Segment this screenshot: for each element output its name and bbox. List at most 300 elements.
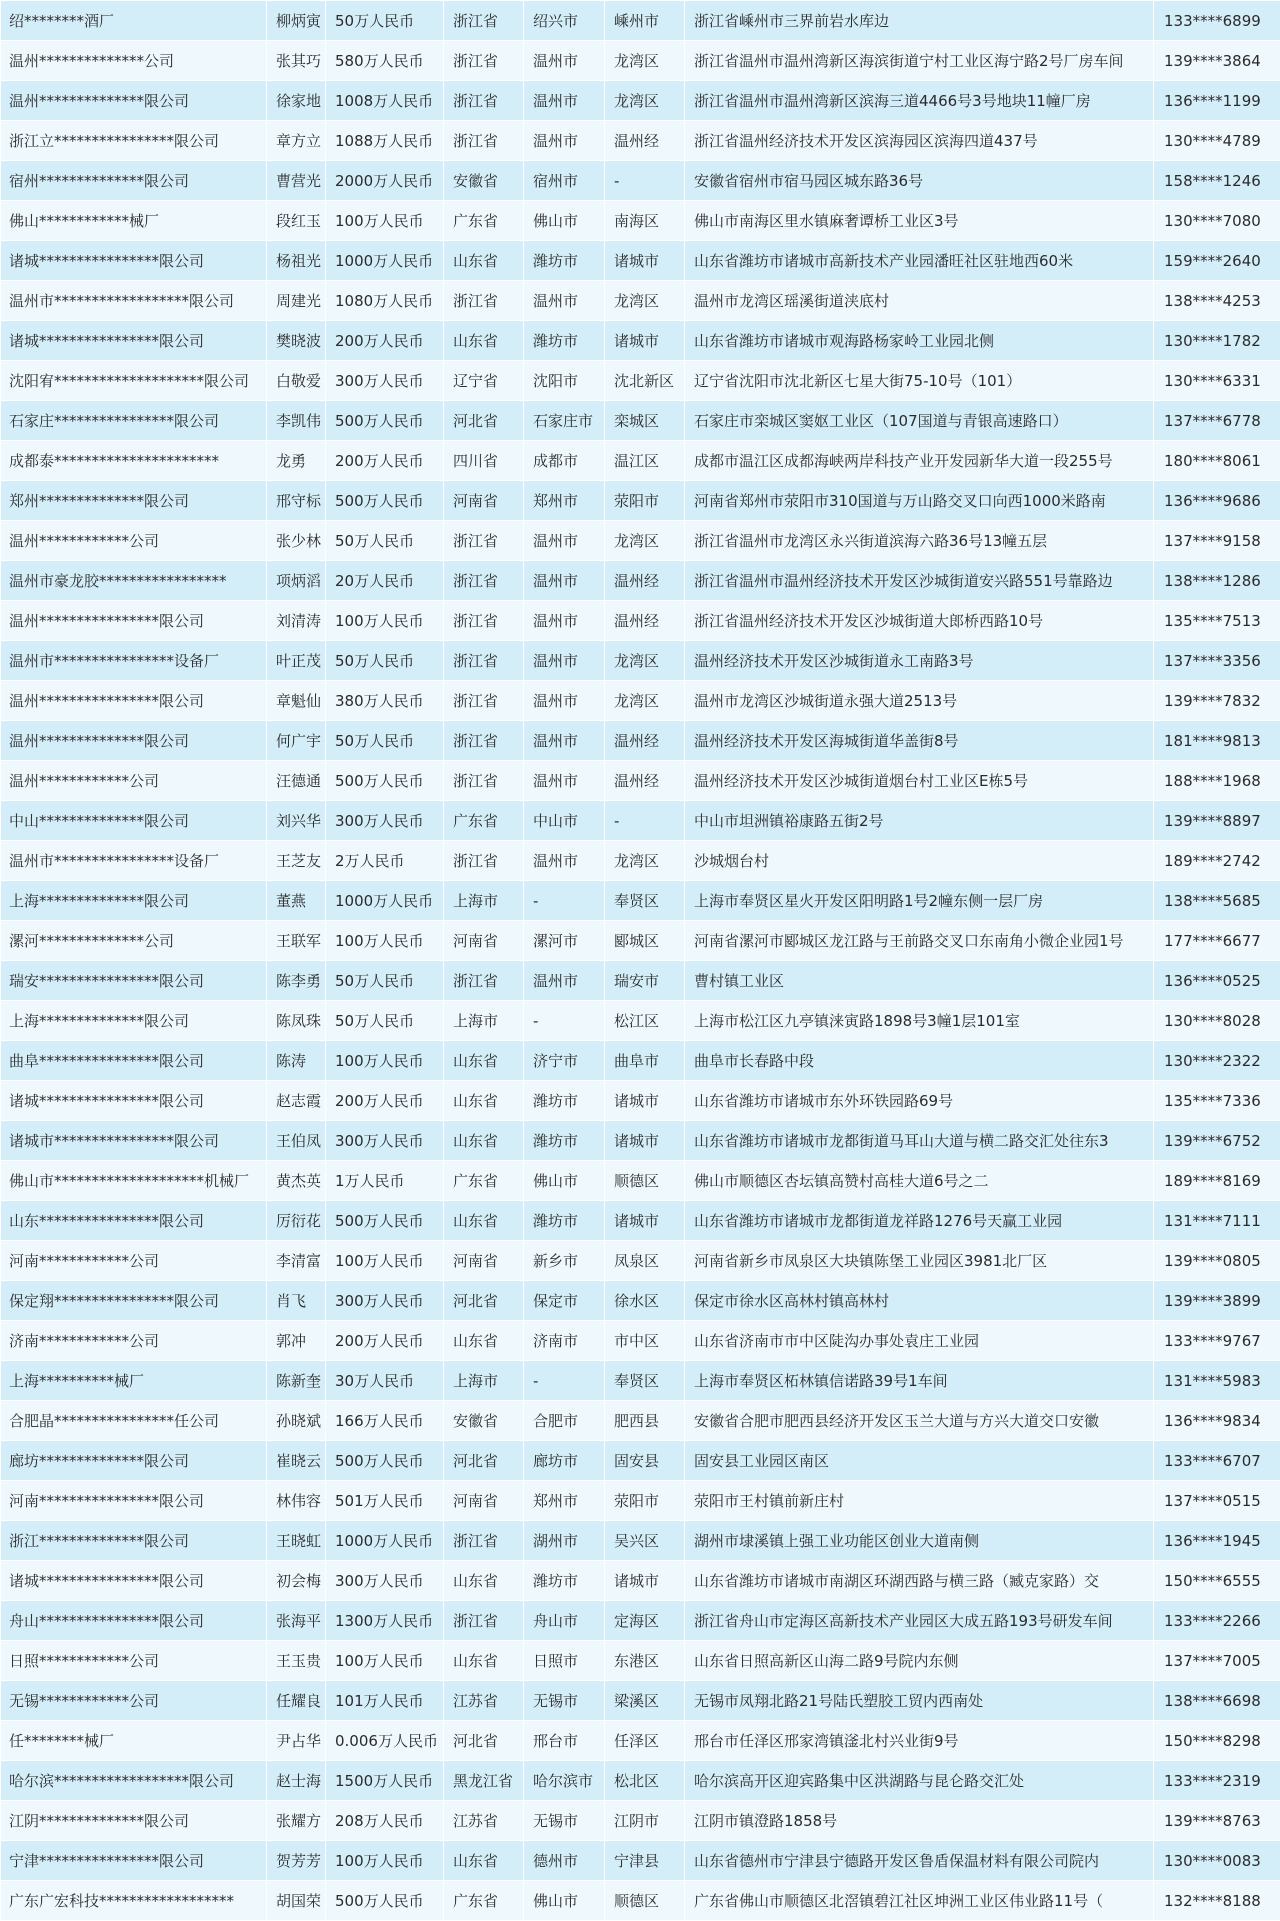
person-cell: 何广宇 — [267, 721, 326, 761]
person-cell: 汪德通 — [267, 761, 326, 801]
person-cell: 曹营光 — [267, 161, 326, 201]
table-row — [1, 1441, 1280, 1481]
table-row — [1, 1361, 1280, 1401]
province-cell: 浙江省 — [444, 961, 524, 1001]
capital-cell: 500万人民币 — [326, 401, 444, 441]
district-cell: 诸城市 — [605, 1121, 685, 1161]
province-cell: 山东省 — [444, 1121, 524, 1161]
city-cell: 潍坊市 — [524, 1201, 605, 1241]
table-row — [1, 521, 1280, 561]
company-cell: 合肥晶****************任公司 — [1, 1401, 267, 1441]
capital-cell: 50万人民币 — [326, 721, 444, 761]
phone-cell: 133****6707 — [1154, 1441, 1280, 1481]
company-cell: 诸城****************限公司 — [1, 1561, 267, 1601]
address-cell: 山东省潍坊市诸城市观海路杨家岭工业园北侧 — [685, 321, 1154, 361]
table-row — [1, 321, 1280, 361]
district-cell: 栾城区 — [605, 401, 685, 441]
capital-cell: 1000万人民币 — [326, 1521, 444, 1561]
district-cell: 东港区 — [605, 1641, 685, 1681]
company-cell: 温州市****************设备厂 — [1, 641, 267, 681]
province-cell: 上海市 — [444, 881, 524, 921]
company-cell: 河南****************限公司 — [1, 1481, 267, 1521]
address-cell: 曲阜市长春路中段 — [685, 1041, 1154, 1081]
table-row — [1, 1841, 1280, 1881]
phone-cell: 139****6752 — [1154, 1121, 1280, 1161]
district-cell: 宁津县 — [605, 1841, 685, 1881]
table-row — [1, 1721, 1280, 1761]
province-cell: 山东省 — [444, 241, 524, 281]
address-cell: 河南省漯河市郾城区龙江路与王前路交叉口东南角小微企业园1号 — [685, 921, 1154, 961]
phone-cell: 137****0515 — [1154, 1481, 1280, 1521]
company-cell: 诸城****************限公司 — [1, 321, 267, 361]
phone-cell: 139****8763 — [1154, 1801, 1280, 1841]
phone-cell: 189****8169 — [1154, 1161, 1280, 1201]
province-cell: 山东省 — [444, 1081, 524, 1121]
company-cell: 江阴**************限公司 — [1, 1801, 267, 1841]
table-row — [1, 1521, 1280, 1561]
person-cell: 王伯凤 — [267, 1121, 326, 1161]
address-cell: 浙江省舟山市定海区高新技术产业园区大成五路193号研发车间 — [685, 1601, 1154, 1641]
district-cell: 嵊州市 — [605, 1, 685, 41]
table-row — [1, 561, 1280, 601]
table-row — [1, 681, 1280, 721]
company-cell: 保定翔****************限公司 — [1, 1281, 267, 1321]
capital-cell: 166万人民币 — [326, 1401, 444, 1441]
district-cell: 诸城市 — [605, 321, 685, 361]
capital-cell: 500万人民币 — [326, 481, 444, 521]
company-cell: 浙江立****************限公司 — [1, 121, 267, 161]
company-cell: 广东广宏科技****************** — [1, 1881, 267, 1921]
phone-cell: 136****9834 — [1154, 1401, 1280, 1441]
city-cell: 无锡市 — [524, 1801, 605, 1841]
table-row — [1, 1641, 1280, 1681]
province-cell: 浙江省 — [444, 41, 524, 81]
company-cell: 温州************公司 — [1, 761, 267, 801]
table-row — [1, 601, 1280, 641]
table-row — [1, 1001, 1280, 1041]
table-row — [1, 721, 1280, 761]
phone-cell: 181****9813 — [1154, 721, 1280, 761]
province-cell: 河南省 — [444, 1241, 524, 1281]
person-cell: 章方立 — [267, 121, 326, 161]
company-cell: 宿州**************限公司 — [1, 161, 267, 201]
phone-cell: 135****7336 — [1154, 1081, 1280, 1121]
province-cell: 四川省 — [444, 441, 524, 481]
company-cell: 诸城市****************限公司 — [1, 1121, 267, 1161]
table-row — [1, 1801, 1280, 1841]
phone-cell: 130****8028 — [1154, 1001, 1280, 1041]
company-cell: 绍********酒厂 — [1, 1, 267, 41]
phone-cell: 133****2266 — [1154, 1601, 1280, 1641]
address-cell: 上海市松江区九亭镇涞寅路1898号3幢1层101室 — [685, 1001, 1154, 1041]
phone-cell: 177****6677 — [1154, 921, 1280, 961]
province-cell: 浙江省 — [444, 121, 524, 161]
phone-cell: 150****8298 — [1154, 1721, 1280, 1761]
phone-cell: 137****6778 — [1154, 401, 1280, 441]
city-cell: 温州市 — [524, 41, 605, 81]
city-cell: 温州市 — [524, 721, 605, 761]
table-row — [1, 1401, 1280, 1441]
person-cell: 周建光 — [267, 281, 326, 321]
address-cell: 山东省潍坊市诸城市龙都街道龙祥路1276号天赢工业园 — [685, 1201, 1154, 1241]
phone-cell: 133****9767 — [1154, 1321, 1280, 1361]
phone-cell: 139****3864 — [1154, 41, 1280, 81]
capital-cell: 500万人民币 — [326, 761, 444, 801]
phone-cell: 136****1199 — [1154, 81, 1280, 121]
table-row — [1, 801, 1280, 841]
capital-cell: 2万人民币 — [326, 841, 444, 881]
district-cell: 瑞安市 — [605, 961, 685, 1001]
person-cell: 李清富 — [267, 1241, 326, 1281]
capital-cell: 501万人民币 — [326, 1481, 444, 1521]
district-cell: 温州经 — [605, 761, 685, 801]
person-cell: 邢守标 — [267, 481, 326, 521]
phone-cell: 138****1286 — [1154, 561, 1280, 601]
table-row — [1, 161, 1280, 201]
person-cell: 郭冲 — [267, 1321, 326, 1361]
address-cell: 浙江省温州市温州湾新区滨海三道4466号3号地块11幢厂房 — [685, 81, 1154, 121]
city-cell: 潍坊市 — [524, 241, 605, 281]
capital-cell: 101万人民币 — [326, 1681, 444, 1721]
district-cell: 诸城市 — [605, 1081, 685, 1121]
person-cell: 王晓虹 — [267, 1521, 326, 1561]
address-cell: 河南省新乡市凤泉区大块镇陈堡工业园区3981北厂区 — [685, 1241, 1154, 1281]
phone-cell: 136****9686 — [1154, 481, 1280, 521]
phone-cell: 158****1246 — [1154, 161, 1280, 201]
city-cell: 温州市 — [524, 961, 605, 1001]
capital-cell: 580万人民币 — [326, 41, 444, 81]
company-cell: 舟山****************限公司 — [1, 1601, 267, 1641]
phone-cell: 132****8188 — [1154, 1881, 1280, 1921]
province-cell: 山东省 — [444, 1201, 524, 1241]
table-row — [1, 1561, 1280, 1601]
capital-cell: 100万人民币 — [326, 921, 444, 961]
phone-cell: 139****8897 — [1154, 801, 1280, 841]
company-cell: 上海**********械厂 — [1, 1361, 267, 1401]
city-cell: 潍坊市 — [524, 1081, 605, 1121]
province-cell: 浙江省 — [444, 561, 524, 601]
person-cell: 陈涛 — [267, 1041, 326, 1081]
address-cell: 佛山市顺德区杏坛镇高赞村高桂大道6号之二 — [685, 1161, 1154, 1201]
table-row — [1, 921, 1280, 961]
table-row — [1, 881, 1280, 921]
table-row — [1, 841, 1280, 881]
company-cell: 温州**************限公司 — [1, 721, 267, 761]
city-cell: 郑州市 — [524, 1481, 605, 1521]
province-cell: 浙江省 — [444, 841, 524, 881]
company-cell: 佛山************械厂 — [1, 201, 267, 241]
province-cell: 河北省 — [444, 1721, 524, 1761]
province-cell: 安徽省 — [444, 1401, 524, 1441]
district-cell: 龙湾区 — [605, 521, 685, 561]
table-row — [1, 201, 1280, 241]
city-cell: 济宁市 — [524, 1041, 605, 1081]
person-cell: 肖飞 — [267, 1281, 326, 1321]
table-row — [1, 241, 1280, 281]
table-row — [1, 1201, 1280, 1241]
address-cell: 山东省德州市宁津县宁德路开发区鲁盾保温材料有限公司院内 — [685, 1841, 1154, 1881]
capital-cell: 500万人民币 — [326, 1441, 444, 1481]
district-cell: 凤泉区 — [605, 1241, 685, 1281]
capital-cell: 300万人民币 — [326, 1121, 444, 1161]
person-cell: 董燕 — [267, 881, 326, 921]
phone-cell: 130****1782 — [1154, 321, 1280, 361]
province-cell: 浙江省 — [444, 1, 524, 41]
province-cell: 上海市 — [444, 1361, 524, 1401]
phone-cell: 138****4253 — [1154, 281, 1280, 321]
table-row — [1, 1121, 1280, 1161]
city-cell: 温州市 — [524, 761, 605, 801]
address-cell: 浙江省嵊州市三界前岩水库边 — [685, 1, 1154, 41]
district-cell: 龙湾区 — [605, 681, 685, 721]
person-cell: 白敬爱 — [267, 361, 326, 401]
district-cell: 龙湾区 — [605, 41, 685, 81]
city-cell: 郑州市 — [524, 481, 605, 521]
address-cell: 保定市徐水区高林村镇高林村 — [685, 1281, 1154, 1321]
person-cell: 胡国荣 — [267, 1881, 326, 1921]
company-cell: 廊坊**************限公司 — [1, 1441, 267, 1481]
capital-cell: 0.006万人民币 — [326, 1721, 444, 1761]
company-cell: 温州**************限公司 — [1, 81, 267, 121]
city-cell: 温州市 — [524, 681, 605, 721]
city-cell: 温州市 — [524, 841, 605, 881]
company-cell: 温州市豪龙胶***************** — [1, 561, 267, 601]
province-cell: 河南省 — [444, 481, 524, 521]
province-cell: 江苏省 — [444, 1801, 524, 1841]
city-cell: 佛山市 — [524, 1161, 605, 1201]
address-cell: 湖州市埭溪镇上强工业功能区创业大道南侧 — [685, 1521, 1154, 1561]
city-cell: 宿州市 — [524, 161, 605, 201]
city-cell: 温州市 — [524, 561, 605, 601]
person-cell: 张耀方 — [267, 1801, 326, 1841]
district-cell: 温州经 — [605, 121, 685, 161]
company-cell: 无锡************公司 — [1, 1681, 267, 1721]
city-cell: 潍坊市 — [524, 1561, 605, 1601]
province-cell: 山东省 — [444, 1841, 524, 1881]
table-row — [1, 1081, 1280, 1121]
district-cell: 南海区 — [605, 201, 685, 241]
capital-cell: 100万人民币 — [326, 1041, 444, 1081]
city-cell: 济南市 — [524, 1321, 605, 1361]
district-cell: 荥阳市 — [605, 1481, 685, 1521]
table-row — [1, 1481, 1280, 1521]
district-cell: 肥西县 — [605, 1401, 685, 1441]
address-cell: 浙江省温州市龙湾区永兴街道滨海六路36号13幢五层 — [685, 521, 1154, 561]
company-cell: 郑州**************限公司 — [1, 481, 267, 521]
capital-cell: 20万人民币 — [326, 561, 444, 601]
address-cell: 无锡市凤翔北路21号陆氏塑胶工贸内西南处 — [685, 1681, 1154, 1721]
company-cell: 诸城****************限公司 — [1, 241, 267, 281]
city-cell: 石家庄市 — [524, 401, 605, 441]
district-cell: 定海区 — [605, 1601, 685, 1641]
table-row — [1, 361, 1280, 401]
table-row — [1, 1041, 1280, 1081]
province-cell: 江苏省 — [444, 1681, 524, 1721]
company-cell: 佛山市********************机械厂 — [1, 1161, 267, 1201]
district-cell: 龙湾区 — [605, 81, 685, 121]
city-cell: 邢台市 — [524, 1721, 605, 1761]
address-cell: 成都市温江区成都海峡两岸科技产业开发园新华大道一段255号 — [685, 441, 1154, 481]
company-cell: 温州市****************设备厂 — [1, 841, 267, 881]
city-cell: 无锡市 — [524, 1681, 605, 1721]
person-cell: 陈李勇 — [267, 961, 326, 1001]
table-row — [1, 961, 1280, 1001]
phone-cell: 138****6698 — [1154, 1681, 1280, 1721]
province-cell: 浙江省 — [444, 1601, 524, 1641]
table-row — [1, 121, 1280, 161]
capital-cell: 100万人民币 — [326, 1641, 444, 1681]
district-cell: - — [605, 801, 685, 841]
address-cell: 安徽省合肥市肥西县经济开发区玉兰大道与方兴大道交口安徽 — [685, 1401, 1154, 1441]
city-cell: 佛山市 — [524, 201, 605, 241]
capital-cell: 200万人民币 — [326, 1081, 444, 1121]
address-cell: 温州经济技术开发区海城街道华盖街8号 — [685, 721, 1154, 761]
address-cell: 上海市奉贤区星火开发区阳明路1号2幢东侧一层厂房 — [685, 881, 1154, 921]
city-cell: 温州市 — [524, 281, 605, 321]
city-cell: - — [524, 1361, 605, 1401]
person-cell: 刘清涛 — [267, 601, 326, 641]
phone-cell: 188****1968 — [1154, 761, 1280, 801]
table-body — [1, 1, 1280, 1921]
province-cell: 黑龙江省 — [444, 1761, 524, 1801]
capital-cell: 1080万人民币 — [326, 281, 444, 321]
capital-cell: 1000万人民币 — [326, 241, 444, 281]
person-cell: 王玉贵 — [267, 1641, 326, 1681]
province-cell: 浙江省 — [444, 81, 524, 121]
province-cell: 浙江省 — [444, 281, 524, 321]
city-cell: 保定市 — [524, 1281, 605, 1321]
table-row — [1, 1241, 1280, 1281]
company-cell: 宁津****************限公司 — [1, 1841, 267, 1881]
province-cell: 山东省 — [444, 1321, 524, 1361]
district-cell: 松北区 — [605, 1761, 685, 1801]
capital-cell: 50万人民币 — [326, 521, 444, 561]
district-cell: 龙湾区 — [605, 281, 685, 321]
person-cell: 叶正茂 — [267, 641, 326, 681]
province-cell: 浙江省 — [444, 521, 524, 561]
company-cell: 哈尔滨******************限公司 — [1, 1761, 267, 1801]
person-cell: 林伟容 — [267, 1481, 326, 1521]
address-cell: 山东省潍坊市诸城市龙都街道马耳山大道与横二路交汇处往东3 — [685, 1121, 1154, 1161]
company-cell: 温州************公司 — [1, 521, 267, 561]
phone-cell: 137****9158 — [1154, 521, 1280, 561]
person-cell: 王联军 — [267, 921, 326, 961]
address-cell: 石家庄市栾城区窦妪工业区（107国道与青银高速路口） — [685, 401, 1154, 441]
table-row — [1, 1, 1280, 41]
city-cell: 温州市 — [524, 81, 605, 121]
address-cell: 温州市龙湾区沙城街道永强大道2513号 — [685, 681, 1154, 721]
person-cell: 项炳滔 — [267, 561, 326, 601]
phone-cell: 130****7080 — [1154, 201, 1280, 241]
person-cell: 孙晓斌 — [267, 1401, 326, 1441]
district-cell: 温江区 — [605, 441, 685, 481]
table-row — [1, 481, 1280, 521]
city-cell: 舟山市 — [524, 1601, 605, 1641]
table-row — [1, 1321, 1280, 1361]
district-cell: 任泽区 — [605, 1721, 685, 1761]
address-cell: 安徽省宿州市宿马园区城东路36号 — [685, 161, 1154, 201]
city-cell: 佛山市 — [524, 1881, 605, 1921]
table-row — [1, 401, 1280, 441]
district-cell: 曲阜市 — [605, 1041, 685, 1081]
capital-cell: 1008万人民币 — [326, 81, 444, 121]
capital-cell: 50万人民币 — [326, 1001, 444, 1041]
address-cell: 曹村镇工业区 — [685, 961, 1154, 1001]
table-row — [1, 1881, 1280, 1921]
address-cell: 固安县工业园区南区 — [685, 1441, 1154, 1481]
capital-cell: 208万人民币 — [326, 1801, 444, 1841]
company-cell: 成都泰********************** — [1, 441, 267, 481]
province-cell: 浙江省 — [444, 681, 524, 721]
person-cell: 厉衍花 — [267, 1201, 326, 1241]
person-cell: 赵志霞 — [267, 1081, 326, 1121]
city-cell: 哈尔滨市 — [524, 1761, 605, 1801]
person-cell: 尹占华 — [267, 1721, 326, 1761]
district-cell: 吴兴区 — [605, 1521, 685, 1561]
capital-cell: 300万人民币 — [326, 801, 444, 841]
person-cell: 任耀良 — [267, 1681, 326, 1721]
district-cell: 奉贤区 — [605, 1361, 685, 1401]
address-cell: 山东省济南市市中区陡沟办事处袁庄工业园 — [685, 1321, 1154, 1361]
province-cell: 河北省 — [444, 1281, 524, 1321]
phone-cell: 150****6555 — [1154, 1561, 1280, 1601]
district-cell: 松江区 — [605, 1001, 685, 1041]
phone-cell: 180****8061 — [1154, 441, 1280, 481]
address-cell: 浙江省温州市温州经济技术开发区沙城街道安兴路551号靠路边 — [685, 561, 1154, 601]
city-cell: 温州市 — [524, 521, 605, 561]
address-cell: 广东省佛山市顺德区北滘镇碧江社区坤洲工业区伟业路11号（ — [685, 1881, 1154, 1921]
person-cell: 刘兴华 — [267, 801, 326, 841]
company-cell: 诸城****************限公司 — [1, 1081, 267, 1121]
district-cell: - — [605, 161, 685, 201]
address-cell: 山东省日照高新区山海二路9号院内东侧 — [685, 1641, 1154, 1681]
person-cell: 崔晓云 — [267, 1441, 326, 1481]
province-cell: 河北省 — [444, 1441, 524, 1481]
phone-cell: 139****7832 — [1154, 681, 1280, 721]
capital-cell: 50万人民币 — [326, 1, 444, 41]
person-cell: 杨祖光 — [267, 241, 326, 281]
table-row — [1, 761, 1280, 801]
person-cell: 陈新奎 — [267, 1361, 326, 1401]
district-cell: 固安县 — [605, 1441, 685, 1481]
city-cell: 潍坊市 — [524, 1121, 605, 1161]
person-cell: 龙勇 — [267, 441, 326, 481]
address-cell: 中山市坦洲镇裕康路五街2号 — [685, 801, 1154, 841]
province-cell: 山东省 — [444, 1561, 524, 1601]
phone-cell: 139****0805 — [1154, 1241, 1280, 1281]
company-cell: 石家庄****************限公司 — [1, 401, 267, 441]
capital-cell: 1万人民币 — [326, 1161, 444, 1201]
district-cell: 市中区 — [605, 1321, 685, 1361]
address-cell: 山东省潍坊市诸城市高新技术产业园潘旺社区驻地西60米 — [685, 241, 1154, 281]
address-cell: 河南省郑州市荥阳市310国道与万山路交叉口向西1000米路南 — [685, 481, 1154, 521]
company-cell: 沈阳宥********************限公司 — [1, 361, 267, 401]
city-cell: 新乡市 — [524, 1241, 605, 1281]
capital-cell: 100万人民币 — [326, 201, 444, 241]
district-cell: 沈北新区 — [605, 361, 685, 401]
city-cell: - — [524, 1001, 605, 1041]
table-row — [1, 1761, 1280, 1801]
phone-cell: 135****7513 — [1154, 601, 1280, 641]
province-cell: 广东省 — [444, 1881, 524, 1921]
person-cell: 黄杰英 — [267, 1161, 326, 1201]
district-cell: 龙湾区 — [605, 641, 685, 681]
company-cell: 河南************公司 — [1, 1241, 267, 1281]
table-row — [1, 1281, 1280, 1321]
phone-cell: 189****2742 — [1154, 841, 1280, 881]
district-cell: 诸城市 — [605, 1561, 685, 1601]
province-cell: 上海市 — [444, 1001, 524, 1041]
